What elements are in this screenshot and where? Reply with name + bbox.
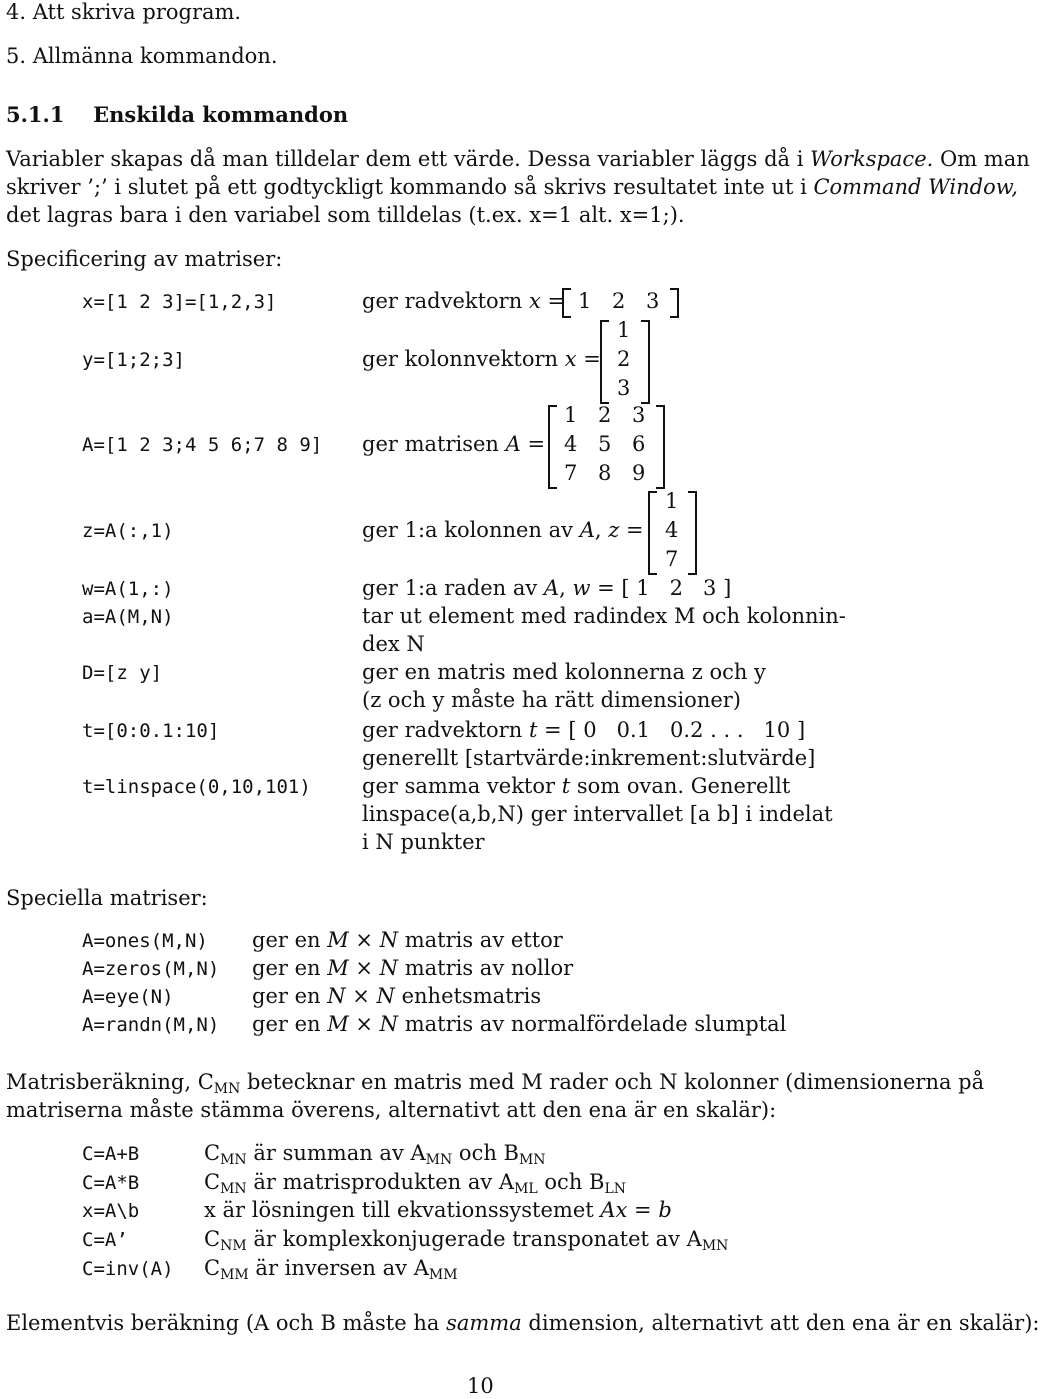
desc-text: ger 1:a raden av [362, 576, 544, 600]
matrix-cell: 8 [598, 461, 612, 485]
calc-line-1 [6, 1070, 984, 1098]
cmd-row-vector: x=[1 2 3]=[1,2,3] [82, 291, 277, 313]
section-title: Enskilda kommandon [93, 102, 349, 127]
intro-line-2 [6, 175, 1018, 200]
subscript: NM [220, 1238, 247, 1254]
special-heading: Speciella matriser: [6, 886, 208, 910]
desc-ones [252, 928, 563, 953]
intro-term-workspace: Workspace. [810, 147, 934, 171]
math-dim: M × N [327, 928, 399, 952]
cmd-multiply: C=A*B [82, 1172, 140, 1194]
desc-matrix [362, 432, 545, 457]
cmd-eye: A=eye(N) [82, 986, 174, 1008]
bracket-open: [ [621, 576, 630, 600]
desc-range-2: generellt [startvärde:inkrement:slutvärde] [362, 746, 816, 770]
desc-text: ger 1:a kolonnen av [362, 518, 580, 542]
subscript: MN [220, 1181, 247, 1197]
elementwise-line [6, 1311, 1040, 1336]
math-equation: Ax = b [600, 1198, 672, 1222]
subscript: MM [428, 1267, 458, 1283]
desc-linspace-1 [362, 774, 790, 799]
toc-item-4: 4. Att skriva program. [6, 0, 242, 24]
math-dim: M × N [327, 956, 399, 980]
desc-text: , [594, 518, 609, 542]
intro-term-command-window: Command Window, [813, 175, 1018, 199]
subscript: MN [220, 1152, 247, 1168]
desc-text: C [204, 1170, 221, 1194]
desc-multiply [204, 1170, 626, 1198]
intro-line-1 [6, 147, 1030, 172]
bracket-close: ] [796, 718, 806, 742]
math-var: x = [564, 347, 601, 371]
cmd-column-vector: y=[1;2;3] [82, 349, 185, 371]
cmd-range: t=[0:0.1:10] [82, 720, 220, 742]
math-var: x = [528, 289, 566, 313]
subscript: MM [220, 1267, 249, 1283]
matrix-bracket-right [688, 491, 697, 575]
matrix-cell: 4 [665, 518, 679, 542]
desc-solve [204, 1198, 672, 1223]
toc-item-5: 5. Allmänna kommandon. [6, 44, 278, 68]
matrix-cell: 6 [632, 432, 646, 456]
math-var: A = [505, 432, 546, 456]
intro-text: Variabler skapas då man tilldelar dem ett värde. Dessa variabler läggs då i [6, 147, 811, 171]
section-number: 5.1.1 [6, 102, 65, 127]
desc-text: är komplexkonjugerade transponatet av A [246, 1227, 702, 1251]
desc-element-1: tar ut element med radindex M och kolonnin- [362, 604, 846, 628]
desc-text: C [204, 1256, 221, 1280]
desc-text: Elementvis beräkning (A och B måste ha [6, 1311, 447, 1335]
desc-element-2: dex N [362, 632, 425, 656]
desc-text: C [204, 1227, 221, 1251]
desc-text: matris av nollor [398, 956, 574, 980]
cmd-add: C=A+B [82, 1143, 140, 1165]
calc-line-2: matriserna måste stämma överens, alternativt att den ena är en skalär): [6, 1098, 777, 1122]
subscript: MN [213, 1081, 241, 1097]
math-var: t = [528, 718, 562, 742]
page-number: 10 [467, 1374, 494, 1398]
desc-eye [252, 984, 541, 1009]
matrix-cell: 5 [598, 432, 612, 456]
desc-linspace-3: i N punkter [362, 830, 485, 854]
desc-column-extract [362, 518, 644, 543]
desc-transpose [204, 1227, 728, 1255]
desc-text: är summan av A [246, 1141, 426, 1165]
desc-linspace-2: linspace(a,b,N) ger intervallet [a b] i indelat [362, 802, 833, 826]
desc-text: ger kolonnvektorn [362, 347, 559, 371]
matrix-cell: 2 [598, 403, 612, 427]
matrix-bracket-left [548, 405, 557, 489]
matrix-bracket-left [648, 491, 657, 575]
desc-text: x är lösningen till ekvationssystemet [204, 1198, 601, 1222]
desc-randn [252, 1012, 786, 1037]
matrix-cell: 3 [632, 403, 646, 427]
matrix-cell: 3 [646, 289, 660, 313]
matrix-cell: 9 [632, 461, 646, 485]
math-var: A [543, 576, 560, 600]
desc-row-extract [362, 576, 731, 601]
desc-text: Matrisberäkning, C [6, 1070, 214, 1094]
desc-range-1 [362, 718, 805, 743]
cmd-matrix: A=[1 2 3;4 5 6;7 8 9] [82, 434, 323, 456]
math-var: z = [608, 518, 644, 542]
math-dim: M × N [327, 1012, 399, 1036]
desc-text: ger en [252, 956, 328, 980]
desc-column-vector [362, 347, 601, 372]
matrix-bracket-right [670, 288, 679, 318]
intro-line-3: det lagras bara i den variabel som tilldelas (t.ex. x=1 alt. x=1;). [6, 203, 685, 227]
matrix-cell: 1 [564, 403, 578, 427]
matrix-cell: 2 [612, 289, 626, 313]
cmd-element: a=A(M,N) [82, 606, 174, 628]
subscript: MN [425, 1152, 453, 1168]
matrix-bracket-right [656, 405, 665, 489]
desc-zeros [252, 956, 573, 981]
desc-add [204, 1141, 546, 1169]
matrix-cell: 3 [617, 376, 631, 400]
vector-values: 0 0.1 0.2 . . . 10 [583, 718, 791, 742]
desc-text: , [559, 576, 573, 600]
math-var: w = [572, 576, 615, 600]
matrix-cell: 7 [564, 461, 578, 485]
matrix-cell: 7 [665, 547, 679, 571]
cmd-linspace: t=linspace(0,10,101) [82, 776, 311, 798]
desc-text: ger en [252, 1012, 328, 1036]
desc-concat-1: ger en matris med kolonnerna z och y [362, 660, 766, 684]
desc-text: enhetsmatris [394, 984, 542, 1008]
desc-text: ger samma vektor [362, 774, 562, 798]
matrix-cell: 1 [665, 489, 679, 513]
cmd-inverse: C=inv(A) [82, 1258, 174, 1280]
desc-text: ger radvektorn [362, 289, 523, 313]
section-heading [6, 102, 348, 127]
matrix-cell: 2 [617, 347, 631, 371]
matrix-cell: 4 [564, 432, 578, 456]
desc-text: C [204, 1141, 221, 1165]
math-var: A [579, 518, 595, 542]
emphasis: samma [446, 1311, 522, 1335]
spec-heading: Specificering av matriser: [6, 247, 283, 271]
subscript: MN [518, 1152, 546, 1168]
desc-text: ger en [252, 984, 328, 1008]
cmd-concat: D=[z y] [82, 662, 163, 684]
desc-text: matris av ettor [398, 928, 563, 952]
desc-row-vector [362, 289, 565, 314]
matrix-bracket-left [600, 320, 609, 404]
desc-text: matris av normalfördelade slumptal [398, 1012, 787, 1036]
subscript: ML [514, 1181, 538, 1197]
desc-text: betecknar en matris med M rader och N kolonner (dimensionerna på [240, 1070, 985, 1094]
cmd-ones: A=ones(M,N) [82, 930, 208, 952]
desc-text: är inversen av A [248, 1256, 429, 1280]
matrix-bracket-right [641, 320, 650, 404]
math-var: t [561, 774, 571, 798]
desc-text: ger matrisen [362, 432, 499, 456]
desc-text: dimension, alternativt att den ena är en skalär): [521, 1311, 1040, 1335]
cmd-row-extract: w=A(1,:) [82, 578, 174, 600]
desc-text: ger radvektorn [362, 718, 529, 742]
desc-text: är matrisprodukten av A [246, 1170, 515, 1194]
desc-text: och B [452, 1141, 519, 1165]
cmd-solve: x=A\b [82, 1200, 140, 1222]
vector-values: 1 2 3 [636, 576, 717, 600]
intro-text: Om man [933, 147, 1030, 171]
cmd-randn: A=randn(M,N) [82, 1014, 220, 1036]
subscript: LN [604, 1181, 626, 1197]
math-dim: N × N [327, 984, 395, 1008]
cmd-zeros: A=zeros(M,N) [82, 958, 220, 980]
intro-text: skriver ’;’ i slutet på ett godtyckligt kommando så skrivs resultatet inte ut i [6, 175, 814, 199]
desc-concat-2: (z och y måste ha rätt dimensioner) [362, 688, 742, 712]
desc-text: ger en [252, 928, 328, 952]
matrix-bracket-left [562, 288, 571, 318]
bracket-open: [ [568, 718, 577, 742]
cmd-transpose: C=A’ [82, 1229, 128, 1251]
cmd-column-extract: z=A(:,1) [82, 520, 174, 542]
bracket-close: ] [723, 576, 732, 600]
desc-inverse [204, 1256, 458, 1284]
matrix-cell: 1 [578, 289, 592, 313]
desc-text: som ovan. Generellt [570, 774, 791, 798]
desc-text: och B [537, 1170, 605, 1194]
subscript: MN [701, 1238, 729, 1254]
matrix-cell: 1 [617, 318, 631, 342]
